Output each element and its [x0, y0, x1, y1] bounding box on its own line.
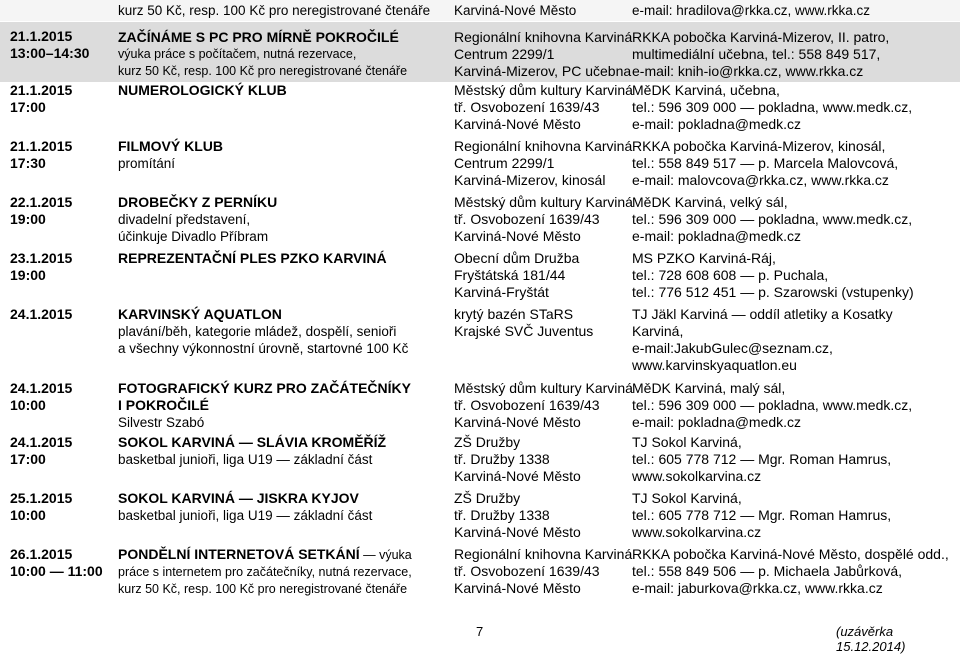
event-detail: Silvestr Szabó [118, 415, 205, 430]
time-text: 13:00–14:30 [10, 45, 90, 61]
event-detail: plavání/běh, kategorie mládež, dospělí, senioři [118, 324, 397, 339]
contact-line: e-mail: pokladna@medk.cz [632, 414, 802, 430]
contact-line: www.sokolkarvina.cz [632, 524, 762, 540]
time-text: 10:00 [10, 397, 46, 413]
date-cell [10, 28, 89, 62]
event-cell [118, 29, 407, 80]
venue-line: Karviná-Nové Město [454, 524, 581, 540]
contact-cell [632, 194, 912, 245]
contact-cell [632, 29, 889, 80]
event-cell [118, 194, 277, 245]
date-cell [10, 250, 72, 284]
contact-line: www.karvinskyaquatlon.eu [632, 357, 797, 373]
date-cell [10, 490, 72, 524]
venue-line: tř. Družby 1338 [454, 451, 550, 467]
event-title: PONDĚLNÍ INTERNETOVÁ SETKÁNÍ [118, 546, 360, 562]
contact-line: www.sokolkarvina.cz [632, 468, 762, 484]
venue-line: Karviná-Nové Město [454, 414, 581, 430]
venue-line: Obecní dům Družba [454, 250, 580, 266]
event-cell [118, 306, 408, 357]
venue-cell [454, 29, 632, 80]
event-title: FOTOGRAFICKÝ KURZ PRO ZAČÁTEČNÍKY [118, 380, 411, 396]
event-detail: divadelní představení, [118, 212, 251, 227]
venue-cell [454, 546, 632, 597]
event-title: REPREZENTAČNÍ PLES PZKO KARVINÁ [118, 250, 387, 266]
contact-line: tel.: 605 778 712 — Mgr. Roman Hamrus, [632, 507, 892, 523]
date-cell [10, 380, 72, 414]
contact-line: e-mail: pokladna@medk.cz [632, 228, 802, 244]
venue-line: tř. Osvobození 1639/43 [454, 397, 600, 413]
contact-line: e-mail: jaburkova@rkka.cz, www.rkka.cz [632, 580, 883, 596]
time-text: 17:00 [10, 451, 46, 467]
venue-line: Karviná-Fryštát [454, 284, 549, 300]
event-title: DROBEČKY Z PERNÍKU [118, 194, 278, 210]
event-title: FILMOVÝ KLUB [118, 138, 223, 154]
contact-cell [632, 138, 898, 189]
event-detail: práce s internetem pro začátečníky, nutná rezervace, [118, 565, 412, 579]
event-cell [118, 434, 386, 468]
date-text: 24.1.2015 [10, 306, 73, 322]
event-cell [118, 250, 387, 267]
time-text: 10:00 — 11:00 [10, 563, 103, 579]
contact-line: Karviná, [632, 323, 684, 339]
contact-cell [632, 490, 891, 541]
venue-line: Karviná-Nové Město [454, 580, 581, 596]
contact-line: tel.: 605 778 712 — Mgr. Roman Hamrus, [632, 451, 892, 467]
venue-line: Centrum 2299/1 [454, 46, 555, 62]
event-detail: a všechny výkonnostní úrovně, startovné 100 Kč [118, 341, 409, 356]
contact-cell [632, 250, 914, 301]
event-row [0, 250, 960, 302]
top-partial-row [0, 0, 960, 22]
contact-cell [632, 546, 949, 597]
contact-line: e-mail:JakubGulec@seznam.cz, [632, 340, 833, 356]
contact-line: e-mail: pokladna@medk.cz [632, 116, 802, 132]
event-row [0, 490, 960, 544]
event-title: NUMEROLOGICKÝ KLUB [118, 82, 287, 98]
venue-line: Regionální knihovna Karviná [454, 546, 633, 562]
time-text: 10:00 [10, 507, 46, 523]
venue-line: Karviná-Nové Město [454, 116, 581, 132]
venue-line: ZŠ Družby [454, 434, 521, 450]
top-venue-text: Karviná-Nové Město [454, 3, 577, 18]
event-detail: basketbal junioři, liga U19 — základní část [118, 452, 373, 467]
date-text: 26.1.2015 [10, 546, 73, 562]
event-cell [118, 490, 372, 524]
contact-line: TJ Sokol Karviná, [632, 434, 742, 450]
venue-line: Městský dům kultury Karviná [454, 380, 633, 396]
date-text: 24.1.2015 [10, 434, 73, 450]
venue-line: ZŠ Družby [454, 490, 521, 506]
contact-line: e-mail: malovcova@rkka.cz, www.rkka.cz [632, 172, 889, 188]
contact-line: tel.: 558 849 517 — p. Marcela Malovcová, [632, 155, 899, 171]
event-row [0, 380, 960, 432]
venue-cell [454, 490, 581, 541]
event-row [0, 546, 960, 598]
date-text: 22.1.2015 [10, 194, 73, 210]
venue-line: tř. Osvobození 1639/43 [454, 211, 600, 227]
venue-cell [454, 434, 581, 485]
contact-line: MS PZKO Karviná-Ráj, [632, 250, 776, 266]
event-title: KARVINSKÝ AQUATLON [118, 306, 282, 322]
contact-line: tel.: 558 849 506 — p. Michaela Jabůrková, [632, 563, 903, 579]
event-title: SOKOL KARVINÁ — SLÁVIA KROMĚŘÍŽ [118, 434, 387, 450]
venue-line: Regionální knihovna Karviná [454, 29, 633, 45]
venue-line: krytý bazén STaRS [454, 306, 574, 322]
time-text: 19:00 [10, 267, 46, 283]
venue-line: tř. Osvobození 1639/43 [454, 99, 600, 115]
venue-line: tř. Osvobození 1639/43 [454, 563, 600, 579]
date-text: 25.1.2015 [10, 490, 73, 506]
contact-cell [632, 434, 891, 485]
contact-cell [632, 82, 912, 133]
contact-cell [632, 306, 893, 374]
venue-line: Městský dům kultury Karviná [454, 82, 633, 98]
event-cell [118, 380, 411, 431]
venue-line: Krajské SVČ Juventus [454, 323, 594, 339]
page-number: 7 [476, 624, 484, 639]
contact-line: e-mail: knih-io@rkka.cz, www.rkka.cz [632, 63, 864, 79]
event-cell [118, 138, 223, 172]
event-detail: promítání [118, 156, 176, 171]
event-detail: kurz 50 Kč, resp. 100 Kč pro neregistrované čtenáře [118, 64, 408, 78]
venue-line: Karviná-Mizerov, kinosál [454, 172, 606, 188]
event-title: SOKOL KARVINÁ — JISKRA KYJOV [118, 490, 359, 506]
venue-line: Městský dům kultury Karviná [454, 194, 633, 210]
contact-line: TJ Jäkl Karviná — oddíl atletiky a Kosatky [632, 306, 893, 322]
venue-cell [454, 380, 633, 431]
contact-line: RKKA pobočka Karviná-Mizerov, II. patro, [632, 29, 890, 45]
contact-cell [632, 380, 912, 431]
date-cell [10, 434, 72, 468]
contact-line: MěDK Karviná, malý sál, [632, 380, 786, 396]
event-detail: kurz 50 Kč, resp. 100 Kč pro neregistrované čtenáře [118, 582, 408, 596]
event-row [0, 306, 960, 376]
contact-line: tel.: 728 608 608 — p. Puchala, [632, 267, 829, 283]
venue-line: Karviná-Nové Město [454, 228, 581, 244]
event-cell [118, 82, 287, 99]
event-detail: účinkuje Divadlo Příbram [118, 229, 269, 244]
venue-line: Centrum 2299/1 [454, 155, 555, 171]
contact-line: RKKA pobočka Karviná-Nové Město, dospělé odd., [632, 546, 949, 562]
contact-line: tel.: 776 512 451 — p. Szarowski (vstupenky) [632, 284, 914, 300]
contact-line: tel.: 596 309 000 — pokladna, www.medk.cz, [632, 99, 913, 115]
date-text: 24.1.2015 [10, 380, 73, 396]
time-text: 19:00 [10, 211, 46, 227]
venue-cell [454, 138, 632, 189]
date-cell [10, 306, 72, 323]
contact-line: tel.: 596 309 000 — pokladna, www.medk.cz, [632, 211, 913, 227]
date-cell [10, 194, 72, 228]
venue-cell [454, 306, 593, 340]
date-cell [10, 82, 72, 116]
date-text: 21.1.2015 [10, 28, 73, 44]
contact-line: RKKA pobočka Karviná-Mizerov, kinosál, [632, 138, 886, 154]
contact-line: tel.: 596 309 000 — pokladna, www.medk.cz, [632, 397, 913, 413]
event-cell [118, 546, 412, 598]
venue-line: Karviná-Mizerov, PC učebna [454, 63, 632, 79]
venue-line: Regionální knihovna Karviná [454, 138, 633, 154]
event-title-suffix: — výuka [359, 548, 412, 562]
date-text: 21.1.2015 [10, 138, 73, 154]
time-text: 17:00 [10, 99, 46, 115]
contact-line: MěDK Karviná, učebna, [632, 82, 780, 98]
date-cell [10, 138, 72, 172]
top-event-text: kurz 50 Kč, resp. 100 Kč pro neregistrované čtenáře [118, 3, 431, 18]
event-title-continued: I POKROČILÉ [118, 397, 210, 413]
venue-line: Fryštátská 181/44 [454, 267, 566, 283]
date-cell [10, 546, 103, 580]
top-contact-text: e-mail: hradilova@rkka.cz, www.rkka.cz [632, 3, 871, 18]
event-row [0, 138, 960, 193]
date-text: 21.1.2015 [10, 82, 73, 98]
time-text: 17:30 [10, 155, 46, 171]
date-text: 23.1.2015 [10, 250, 73, 266]
event-row [0, 194, 960, 248]
event-row [0, 22, 960, 82]
venue-cell [454, 82, 633, 133]
event-detail: basketbal junioři, liga U19 — základní část [118, 508, 373, 523]
venue-line: tř. Družby 1338 [454, 507, 550, 523]
contact-line: TJ Sokol Karviná, [632, 490, 742, 506]
event-row [0, 82, 960, 137]
event-row [0, 434, 960, 488]
contact-line: multimediální učebna, tel.: 558 849 517, [632, 46, 881, 62]
event-detail: výuka práce s počítačem, nutná rezervace, [118, 47, 357, 61]
venue-cell [454, 250, 579, 301]
event-title: ZAČÍNÁME S PC PRO MÍRNĚ POKROČILÉ [118, 29, 399, 45]
contact-line: MěDK Karviná, velký sál, [632, 194, 788, 210]
venue-line: Karviná-Nové Město [454, 468, 581, 484]
deadline-note: (uzávěrka 15.12.2014) [836, 624, 906, 654]
venue-cell [454, 194, 633, 245]
